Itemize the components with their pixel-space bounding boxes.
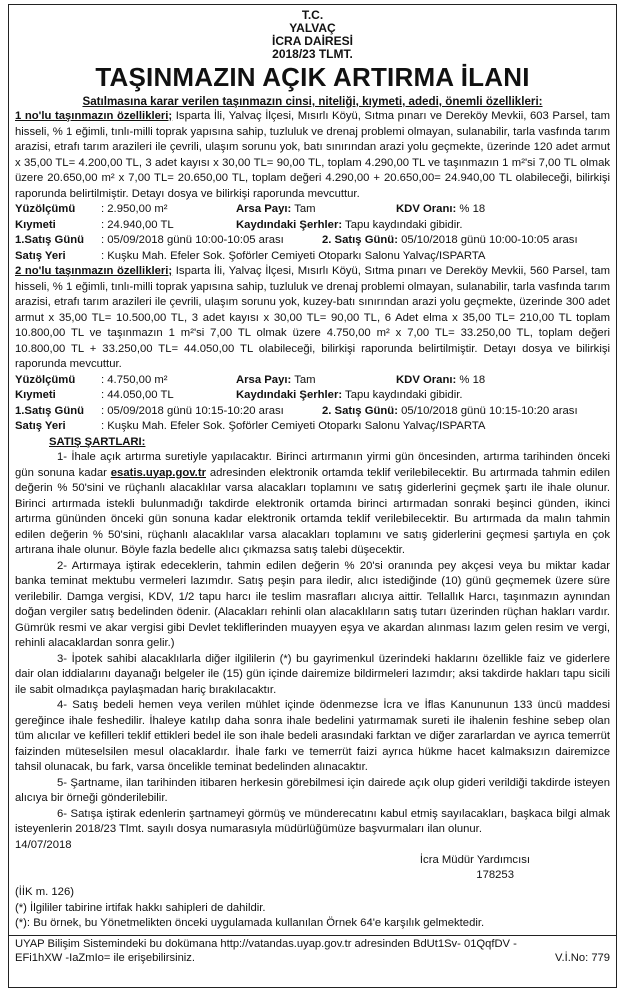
property-1-text: Isparta İli, Yalvaç İlçesi, Mısırlı Köyü, Sıtma pınarı ve Dereköy Mevkii, 603 Parsel, tam hisseli, % 1 eğimli, tınlı-milli toprak yapısına sahip, tuzluluk ve drenaj problemi olmayan, sulanabilir, tarla vasfında tarım arazisi, etrafı tarım arazileri ile çevrili, ulaşım sorunu yok, batı sınırından arazi yolu geçmekte, üzerinde 120 adet armut x 35,00 TL= 4.200,00 TL, 3 adet kayısı x 30,00 TL= 90,00 TL, toplam 4.290,00 TL ve taşınmazın 1 m²'si 7,00 TL olmak üzere 20.650,00 m² x 7,00 TL= 20.650,00 TL, toplam değeri 4.290,00 + 20.650,00= 24.940,00 TL olabileceği, bilirkişi raporunda belirtilmiştir. Detayı dosya ve bilirkişi raporunda mevcuttur. <box>15 110 610 200</box>
value-amount: : 44.050,00 TL <box>101 389 174 401</box>
condition-4: 4- Satış bedeli hemen veya verilen mühlet içinde ödenmezse İcra ve İflas Kanununun 133 üncü maddesi gereğince ihale feshedilir. İhaleye katılıp daha sonra ihale bedelini yatırmamak sureti ile ihalenin feshine sebep olan tüm alıcılar ve kefilleri teklif ettikleri bedel ile son ihale bedeli arasındaki farktan ve diğer zararlardan ve ayrıca temerrüt faizinden müteselsilen mesul olacaklardır. İhale farkı ve temerrüt faizi ayrıca hükme hacet kalmaksızın dairemizce tahsil olunacak, bu fark, varsa öncelikle teminat bedelinden alınacaktır. <box>15 699 610 773</box>
condition-6: 6- Satışa iştirak edenlerin şartnameyi görmüş ve münderecatını kabul etmiş sayılacakları, başkaca bilgi almak isteyenlerin 2018/23 Tlmt. sayılı dosya numarasıyla müdürlüğümüze başvurmaları ilan olunur. <box>15 807 610 835</box>
property-2-row-area <box>15 373 610 389</box>
share-value: Tam <box>291 373 316 386</box>
area-value: : 2.950,00 m² <box>101 203 168 215</box>
condition-2: 2- Artırmaya iştirak edeceklerin, tahmin edilen değerin % 20'si oranında pey akçesi veya bu miktar kadar banka teminat mektubu vermeleri lazımdır. Satış peşin para iledir, alıcı istediğinde (10) günü geçmemek üzere süre verilebilir. Damga vergisi, KDV, 1/2 tapu harcı ile teslim masrafları alıcıya aittir. Tellallık Harcı, taşınmazın aynından doğan vergiler satış bedelinden ödenir. (Alacakları rehinli olan alacaklıların satış tutarı üzerinden rüçhan hakları vardır. Gümrük resmi ve akar vergisi gibi Devlet tekliflerinden muayyen eşya ve akardan alınması lazım gelen resim ve vergi, rehinli alacaklardan sonra gelir.) <box>15 559 610 649</box>
value-label: Kıymeti <box>15 218 56 231</box>
sale-place-value: : Kuşku Mah. Efeler Sok. Şoförler Cemiyeti Otoparkı Salonu Yalvaç/ISPARTA <box>101 249 486 262</box>
condition-1-text-b: adresinden elektronik ortamda teklif verilebilecektir. Bu artırmada tahmin edilen değerin % 50'sini ve rüçhanlı alacaklılar varsa alacakları toplamını ve satış giderlerini geçmek şartı ile ihale olunur. Birinci artırmada istekli bulunmadığı takdirde elektronik ortamda birinci artırmadan sonraki beşinci günden, ikinci artırma gününden önceki gün sonuna kadar elektronik ortamda teklif verilebilecektir. Bu artırmada da malın tahmin edilen değerin % 50'sini, rüçhanlı alacaklılar varsa alacakları toplamını ve satış giderlerini geçmesi şartıyla en çok artırana ihale olunur. Böyle fazla bedelle alıcı çıkmazsa satış talebi düşecektir. <box>15 466 610 556</box>
property-2-row-place <box>15 419 610 435</box>
conditions-heading: SATIŞ ŞARTLARI: <box>49 435 146 448</box>
sale-place-label: Satış Yeri <box>15 249 66 262</box>
notes-block <box>15 885 610 932</box>
conditions-heading-row <box>15 435 610 451</box>
area-label: Yüzölçümü <box>15 373 76 386</box>
announcement-page <box>8 4 617 988</box>
header-office: İCRA DAİRESİ <box>272 34 353 48</box>
note-form-reference: (*): Bu örnek, bu Yönetmelikten önceki uygulamada kullanılan Örnek 64'e karşılık gelmektedir. <box>15 917 485 929</box>
property-2-text: Isparta İli, Yalvaç İlçesi, Mısırlı Köyü, Sıtma pınarı ve Dereköy Mevkii, 560 Parsel, tam hisseli, % 1 eğimli, tınlı-milli toprak yapısına sahip, tuzluluk ve drenaj problemi olmayan, sulanabilir, tarla vasfında tarım arazisi, etrafı tarım arazileri ile çevrili, ulaşım sorunu yok, kuzey-batı sınırından arazi yolu geçmekte, üzerinde 300 adet armut x 35,00 TL= 10.500,00 TL, 3 adet kayısı x 30,00 TL= 90,00 TL, 6 Adet elma x 35,00 TL= 210,00 TL toplam 10.800,00 TL ve taşınmazın 1 m²'si 7,00 TL olmak üzere 4.750,00 m² x 7,00 TL= 33.250,00 TL, toplam değeri 10.800,00 TL + 33.250,00 TL= 44.050,00 TL olabileceği, bilirkişi raporunda belirtilmiştir. Detayı dosya ve bilirkişi raporunda mevcuttur. <box>15 265 610 370</box>
sale-place-value: : Kuşku Mah. Efeler Sok. Şoförler Cemiyeti Otoparkı Salonu Yalvaç/ISPARTA <box>101 420 486 432</box>
subtitle: Satılmasına karar verilen taşınmazın cinsi, niteliği, kıymeti, adedi, önemli özellikleri: <box>82 95 543 108</box>
header-block <box>15 9 610 61</box>
esatis-link[interactable]: esatis.uyap.gov.tr <box>110 466 206 479</box>
property-2-row-value <box>15 388 610 404</box>
footer-divider <box>9 935 616 936</box>
first-sale-label: 1.Satış Günü <box>15 404 85 417</box>
announcement-date: 14/07/2018 <box>15 838 72 851</box>
annotations-value: Tapu kaydındaki gibidir. <box>342 389 463 401</box>
page-title: TAŞINMAZIN AÇIK ARTIRMA İLANI <box>95 62 530 92</box>
property-1-row-place <box>15 249 610 265</box>
note-legal-ref: (İİK m. 126) <box>15 886 75 898</box>
share-label: Arsa Payı: <box>236 203 292 215</box>
header-town: YALVAÇ <box>289 21 336 35</box>
second-sale-label: 2. Satış Günü: <box>322 404 398 417</box>
property-2-heading: 2 no'lu taşınmazın özellikleri; <box>15 265 173 277</box>
footer <box>15 937 610 966</box>
vat-value: % 18 <box>456 203 486 215</box>
property-1-row-dates <box>15 233 610 249</box>
share-label: Arsa Payı: <box>236 373 292 386</box>
sale-place-label: Satış Yeri <box>15 420 66 432</box>
footer-uyap-line: UYAP Bilişim Sistemindeki bu dokümana http://vatandas.uyap.gov.tr adresinden BdUt1Sv- 01QqfDV - <box>15 937 517 950</box>
signature-number: 178253 <box>476 869 514 881</box>
property-1-row-area <box>15 202 610 218</box>
condition-1-text-a: 1- İhale açık artırma suretiyle yapılacaktır. Birinci artırmanın yirmi gün öncesinden, artırma tarihinden önceki gün sonuna kadar <box>15 451 610 479</box>
property-2-description <box>15 264 610 373</box>
condition-3: 3- İpotek sahibi alacaklılarla diğer ilgililerin (*) bu gayrimenkul üzerindeki haklarını özellikle faiz ve giderlere dair olan iddialarını dayanağı belgeler ile (15) gün içinde dairemize bildirmeleri lazımdır; aksi takdirde hakları tapu sicili ile sabit olmadıkça paylaşmadan hariç bırakılacaktır. <box>15 652 610 696</box>
share-value: Tam <box>291 203 316 215</box>
annotations-label: Kaydındaki Şerhler: <box>236 218 343 231</box>
second-sale-label: 2. Satış Günü: <box>322 234 398 246</box>
vat-label: KDV Oranı: <box>396 203 457 215</box>
property-1-heading: 1 no'lu taşınmazın özellikleri; <box>15 110 173 122</box>
value-label: Kıymeti <box>15 389 56 401</box>
property-2-row-dates <box>15 404 610 420</box>
first-sale-date: : 05/09/2018 günü 10:00-10:05 arası <box>101 234 284 246</box>
annotations-value: Tapu kaydındaki gibidir. <box>342 218 463 231</box>
footer-access-code: EFi1hXW -IaZmIo= ile erişebilirsiniz. <box>15 952 195 964</box>
vat-label: KDV Oranı: <box>396 373 457 386</box>
property-1-description <box>15 109 610 202</box>
area-label: Yüzölçümü <box>15 203 76 215</box>
annotations-label: Kaydındaki Şerhler: <box>236 389 343 401</box>
second-sale-date: 05/10/2018 günü 10:15-10:20 arası <box>397 404 578 417</box>
first-sale-date: : 05/09/2018 günü 10:15-10:20 arası <box>101 404 284 417</box>
value-amount: : 24.940,00 TL <box>101 218 174 231</box>
header-file-number: 2018/23 TLMT. <box>272 47 353 61</box>
second-sale-date: 05/10/2018 günü 10:00-10:05 arası <box>397 234 578 246</box>
condition-1 <box>15 450 610 559</box>
footer-vino: V.İ.No: 779 <box>555 952 610 964</box>
vat-value: % 18 <box>456 373 486 386</box>
area-value: : 4.750,00 m² <box>101 373 168 386</box>
note-stakeholders: (*) İlgililer tabirine irtifak hakkı sahipleri de dahildir. <box>15 901 266 914</box>
footer-row <box>15 951 610 966</box>
property-1-row-value <box>15 218 610 234</box>
header-tc: T.C. <box>301 8 324 22</box>
first-sale-label: 1.Satış Günü <box>15 234 85 246</box>
signature-title: İcra Müdür Yardımcısı <box>419 854 530 866</box>
condition-5: 5- Şartname, ilan tarihinden itibaren herkesin görebilmesi için dairede açık olup gideri verildiği takdirde isteyen alıcıya bir örneği gönderilebilir. <box>15 776 610 804</box>
